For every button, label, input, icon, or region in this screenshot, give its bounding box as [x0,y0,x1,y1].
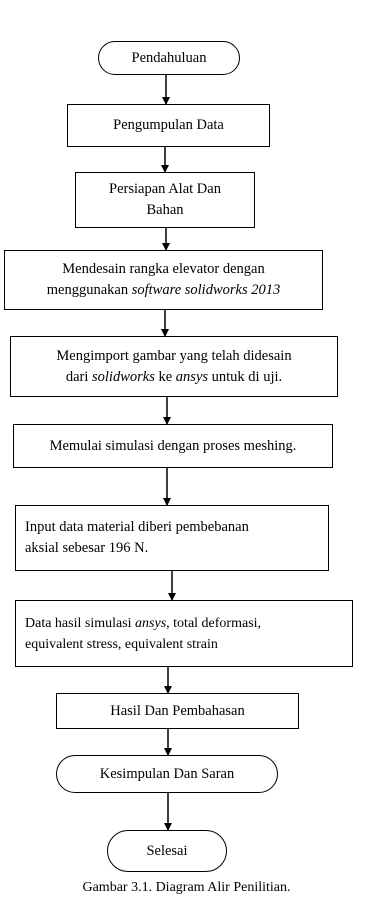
step-import-drawing [10,336,338,397]
result-text-1a: Data hasil simulasi [25,615,136,631]
start-label: Pendahuluan [131,49,207,66]
end-label: Selesai [146,842,188,859]
design-label-2 [47,280,280,301]
collect-label: Pengumpulan Data [113,117,224,133]
import-text-2d: ansys [175,368,209,385]
step-input-material [15,505,329,571]
import-label-2 [66,367,282,388]
import-text-2e: untuk di uji. [208,368,283,385]
step-results-discussion [56,693,299,729]
step-meshing [13,424,333,468]
step-prepare-tools [75,172,255,228]
step-design-frame [4,250,323,310]
input-label-1: Input data material diberi pembebanan [25,519,249,535]
import-text-2a: dari [65,368,93,385]
conclusion-label: Kesimpulan Dan Saran [99,765,235,782]
design-text-2b: software solidworks 2013 [131,282,281,298]
step-collect-data [67,104,270,147]
result-text-1b: ansys, [135,615,170,631]
figure-caption: Gambar 3.1. Diagram Alir Penilitian. [82,880,291,895]
discussion-label: Hasil Dan Pembahasan [110,702,245,719]
prep-label-1: Persiapan Alat Dan [109,181,221,197]
conclusion-terminal [56,755,278,793]
step-simulation-results [15,600,353,667]
result-text-1c: total deformasi, [169,615,262,631]
import-text-2b: solidworks [92,368,155,385]
import-label-1: Mengimport gambar yang telah didesain [56,347,292,364]
end-terminal [107,830,227,872]
design-text-2a: menggunakan [46,282,132,298]
start-terminal [98,41,240,75]
design-label-1: Mendesain rangka elevator dengan [62,261,265,277]
result-label-2: equivalent stress, equivalent strain [25,636,218,652]
result-label-1 [25,613,261,634]
mesh-label: Memulai simulasi dengan proses meshing. [49,437,297,454]
prep-label-2: Bahan [146,202,184,218]
input-label-2: aksial sebesar 196 N. [25,540,149,556]
import-text-2c: ke [154,368,176,385]
